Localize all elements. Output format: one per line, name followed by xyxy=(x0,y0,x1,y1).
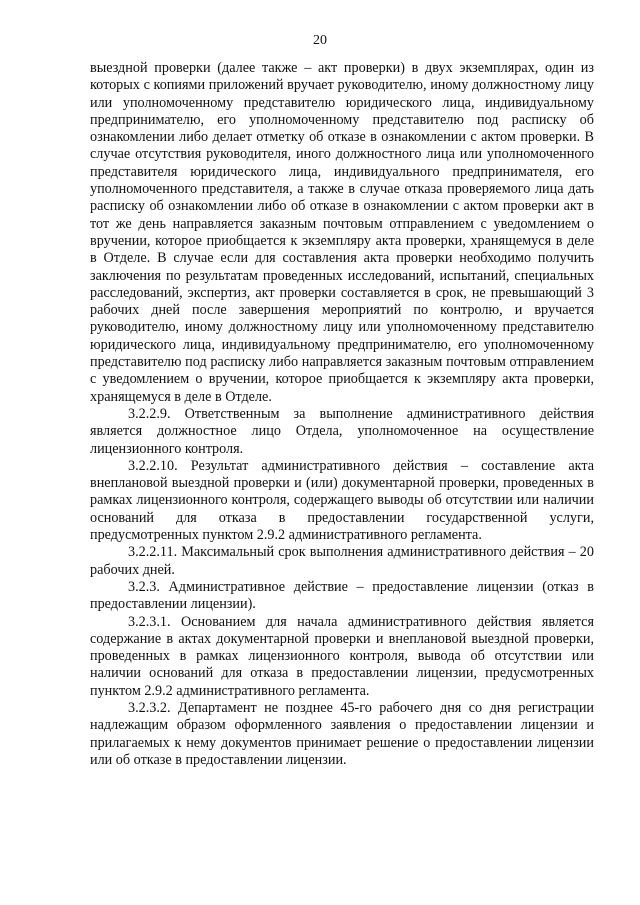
document-body xyxy=(90,60,594,769)
paragraph-3-2-2-11: 3.2.2.11. Максимальный срок выполнения административного действия – 20 рабочих дней. xyxy=(90,544,594,578)
paragraph-3-2-2-9: 3.2.2.9. Ответственным за выполнение административного действия является должностное лицо Отдела, уполномоченное на осуществление лицензионного контроля. xyxy=(90,405,594,457)
page-number: 20 xyxy=(313,33,327,48)
paragraph-3-2-3-1: 3.2.3.1. Основанием для начала административного действия является содержание в актах документарной проверки и внеплановой выездной проверки, проведенных в рамках лицензионного контроля, вывода об отсутствии или наличии оснований для отказа в предоставлении лицензии, предусмотренных пунктом 2.9.2 административного регламента. xyxy=(90,613,594,699)
paragraph-continuation: выездной проверки (далее также – акт проверки) в двух экземплярах, один из которых с копиями приложений вручает руководителю, иному должностному лицу или уполномоченному представителю юридического лица, индивидуальному предпринимателю, его уполномоченному представителю под расписку об ознакомлении либо делает отметку об отказе в ознакомлении с актом проверки. В случае отсутствия руководителя, иного должностного лица или уполномоченного представителя юридического лица, индивидуального предпринимателя, его уполномоченного представителя, а также в случае отказа проверяемого лица дать расписку об ознакомлении либо об отказе в ознакомлении с актом проверки акт в тот же день направляется заказным почтовым отправлением с уведомлением о вручении, которое приобщается к экземпляру акта проверки, хранящемуся в деле в Отделе. В случае если для составления акта проверки необходимо получить заключения по результатам проведенных исследований, испытаний, специальных расследований, экспертиз, акт проверки составляется в срок, не превышающий 3 рабочих дней после завершения мероприятий по контролю, и вручается руководителю, иному должностному лицу или уполномоченному представителю юридического лица, индивидуальному предпринимателю, его уполномоченному представителю под расписку либо направляется заказным почтовым отправлением с уведомлением о вручении, которое приобщается к экземпляру акта проверки, хранящемуся в деле в Отделе. xyxy=(90,60,594,405)
paragraph-3-2-3-2: 3.2.3.2. Департамент не позднее 45-го рабочего дня со дня регистрации надлежащим образом оформленного заявления о предоставлении лицензии и прилагаемых к нему документов принимает решение о предоставлении лицензии или об отказе в предоставлении лицензии. xyxy=(90,699,594,768)
paragraph-3-2-3: 3.2.3. Административное действие – предоставление лицензии (отказ в предоставлении лицензии). xyxy=(90,578,594,613)
paragraph-3-2-2-10: 3.2.2.10. Результат административного действия – составление акта внеплановой выездной проверки и (или) документарной проверки, проведенных в рамках лицензионного контроля, содержащего выводы об отсутствии или наличии оснований для отказа в предоставлении государственной услуги, предусмотренных пунктом 2.9.2 административного регламента. xyxy=(90,457,594,544)
